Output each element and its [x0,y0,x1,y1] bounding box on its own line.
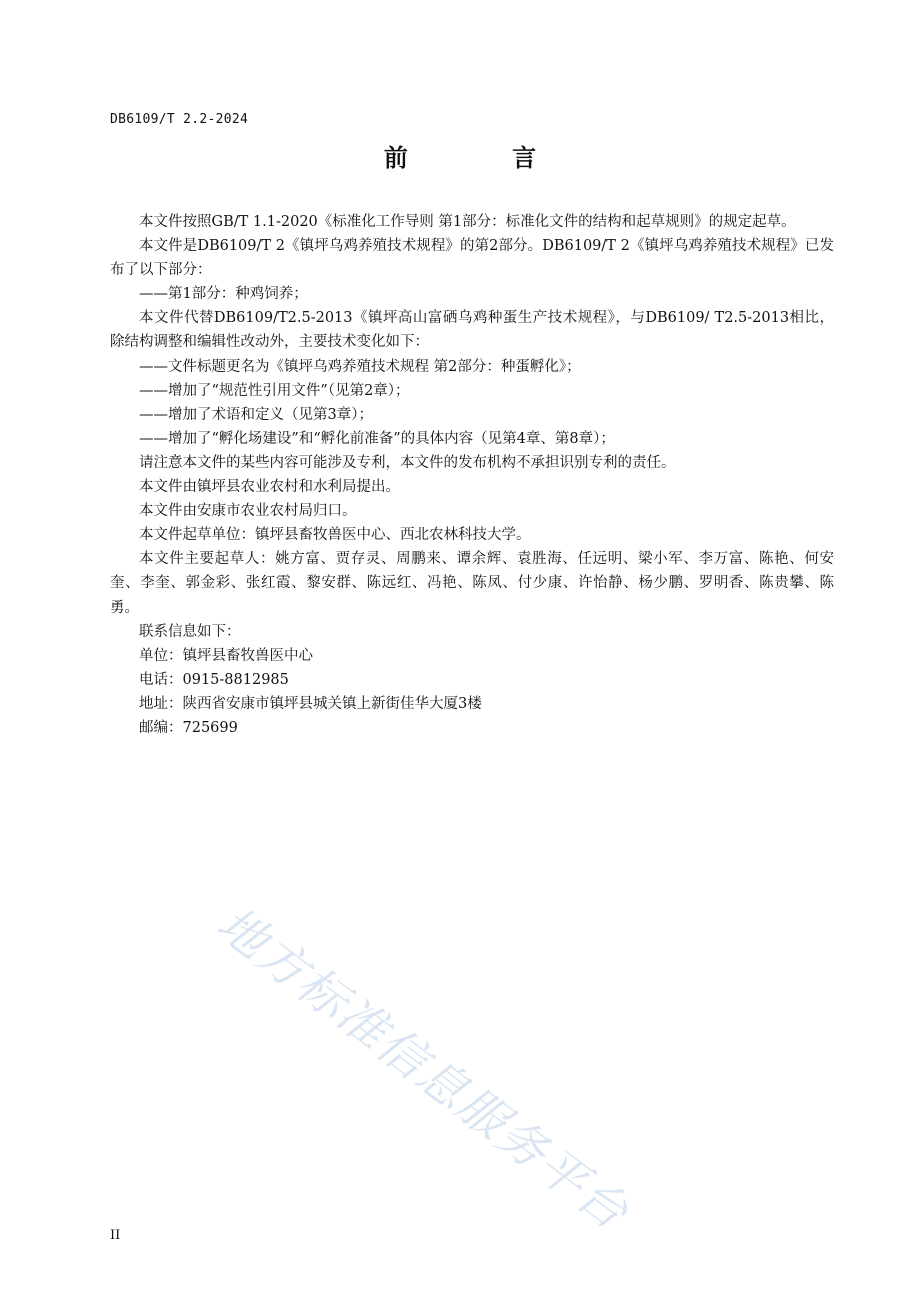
contact-address: 地址：陕西省安康市镇坪县城关镇上新街佳华大厦3楼 [139,695,482,712]
paragraph: 本文件由安康市农业农村局归口。 [139,503,357,520]
paragraph: 本文件按照GB/T 1.1-2020《标准化工作导则 第1部分：标准化文件的结构和起草规则》的规定起草。 [139,214,796,230]
page-title: 前 言 [383,144,585,172]
paragraph: 请注意本文件的某些内容可能涉及专利，本文件的发布机构不承担识别专利的责任。 [139,454,676,471]
paragraph: 本文件由镇坪县农业农村和水利局提出。 [139,479,400,496]
page-number: II [110,1228,121,1243]
list-item: ——增加了“孵化场建设”和“孵化前准备”的具体内容（见第4章、第8章）； [139,430,615,447]
paragraph: 本文件主要起草人：姚方富、贾存灵、周鹏来、谭余辉、袁胜海、任远明、梁小军、李万富、陈艳、何安奎、李奎、郭金彩、张红霞、黎安群、陈远红、冯艳、陈凤、付少康、许怡静、杨少鹏、罗明香、陈贵攀、陈勇。 [110,551,834,616]
document-code: DB6109/T 2.2-2024 [110,112,249,127]
contact-phone: 电话：0915-8812985 [139,671,289,688]
list-item: ——第1部分：种鸡饲养； [139,286,308,303]
foreword-body [110,210,834,740]
list-item: ——增加了“规范性引用文件”（见第2章）； [139,382,410,399]
paragraph: 本文件起草单位：镇坪县畜牧兽医中心、西北农林科技大学。 [139,527,531,544]
paragraph: 联系信息如下： [139,623,241,640]
paragraph: 本文件是DB6109/T 2《镇坪乌鸡养殖技术规程》的第2部分。DB6109/T 2《镇坪乌鸡养殖技术规程》已发布了以下部分： [110,238,834,279]
watermark: 地方标准信息服务平台 [206,895,640,1242]
contact-unit: 单位：镇坪县畜牧兽医中心 [139,647,313,664]
list-item: ——文件标题更名为《镇坪乌鸡养殖技术规程 第2部分：种蛋孵化》； [139,358,581,375]
contact-postcode: 邮编：725699 [139,719,238,736]
paragraph: 本文件代替DB6109/T2.5-2013《镇坪高山富硒乌鸡种蛋生产技术规程》，与DB6109/ T2.5-2013相比，除结构调整和编辑性改动外，主要技术变化如下： [110,310,834,351]
list-item: ——增加了术语和定义（见第3章）； [139,406,373,423]
